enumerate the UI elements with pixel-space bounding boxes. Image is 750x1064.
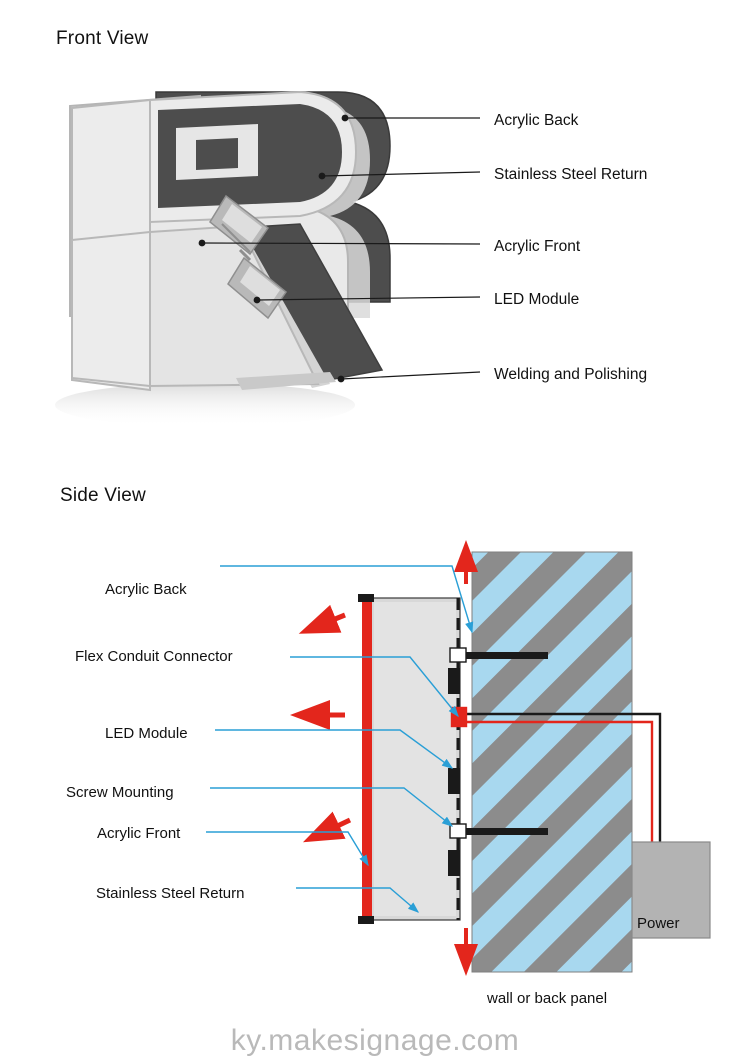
side-label-led-module: LED Module	[105, 725, 188, 742]
side-label-acrylic-back: Acrylic Back	[105, 581, 187, 598]
wall-back-panel-label: wall or back panel	[487, 990, 608, 1007]
side-label-acrylic-front: Acrylic Front	[97, 825, 181, 842]
power-supply-label: Power	[637, 915, 680, 932]
callout-acrylic-front: Acrylic Front	[494, 238, 581, 255]
assembly-direction-arrows	[300, 615, 350, 838]
watermark: ky.makesignage.com	[230, 1024, 520, 1057]
front-view-title: Front View	[56, 28, 149, 49]
callout-stainless-steel-return: Stainless Steel Return	[494, 166, 648, 183]
wall-back-panel	[472, 552, 632, 972]
front-view-illustration	[0, 0, 750, 460]
letter-shadow	[55, 383, 355, 427]
callout-acrylic-back: Acrylic Back	[494, 112, 579, 129]
side-label-flex-conduit-connector: Flex Conduit Connector	[75, 648, 233, 665]
side-label-stainless-steel-return: Stainless Steel Return	[96, 885, 245, 902]
side-label-screw-mounting: Screw Mounting	[66, 784, 174, 801]
side-view-title: Side View	[60, 485, 146, 506]
callout-led-module: LED Module	[494, 291, 580, 308]
acrylic-front-face	[362, 598, 372, 920]
stainless-steel-return-surface	[158, 104, 342, 208]
callout-welding-and-polishing: Welding and Polishing	[494, 366, 648, 383]
channel-letter-section	[358, 594, 460, 924]
